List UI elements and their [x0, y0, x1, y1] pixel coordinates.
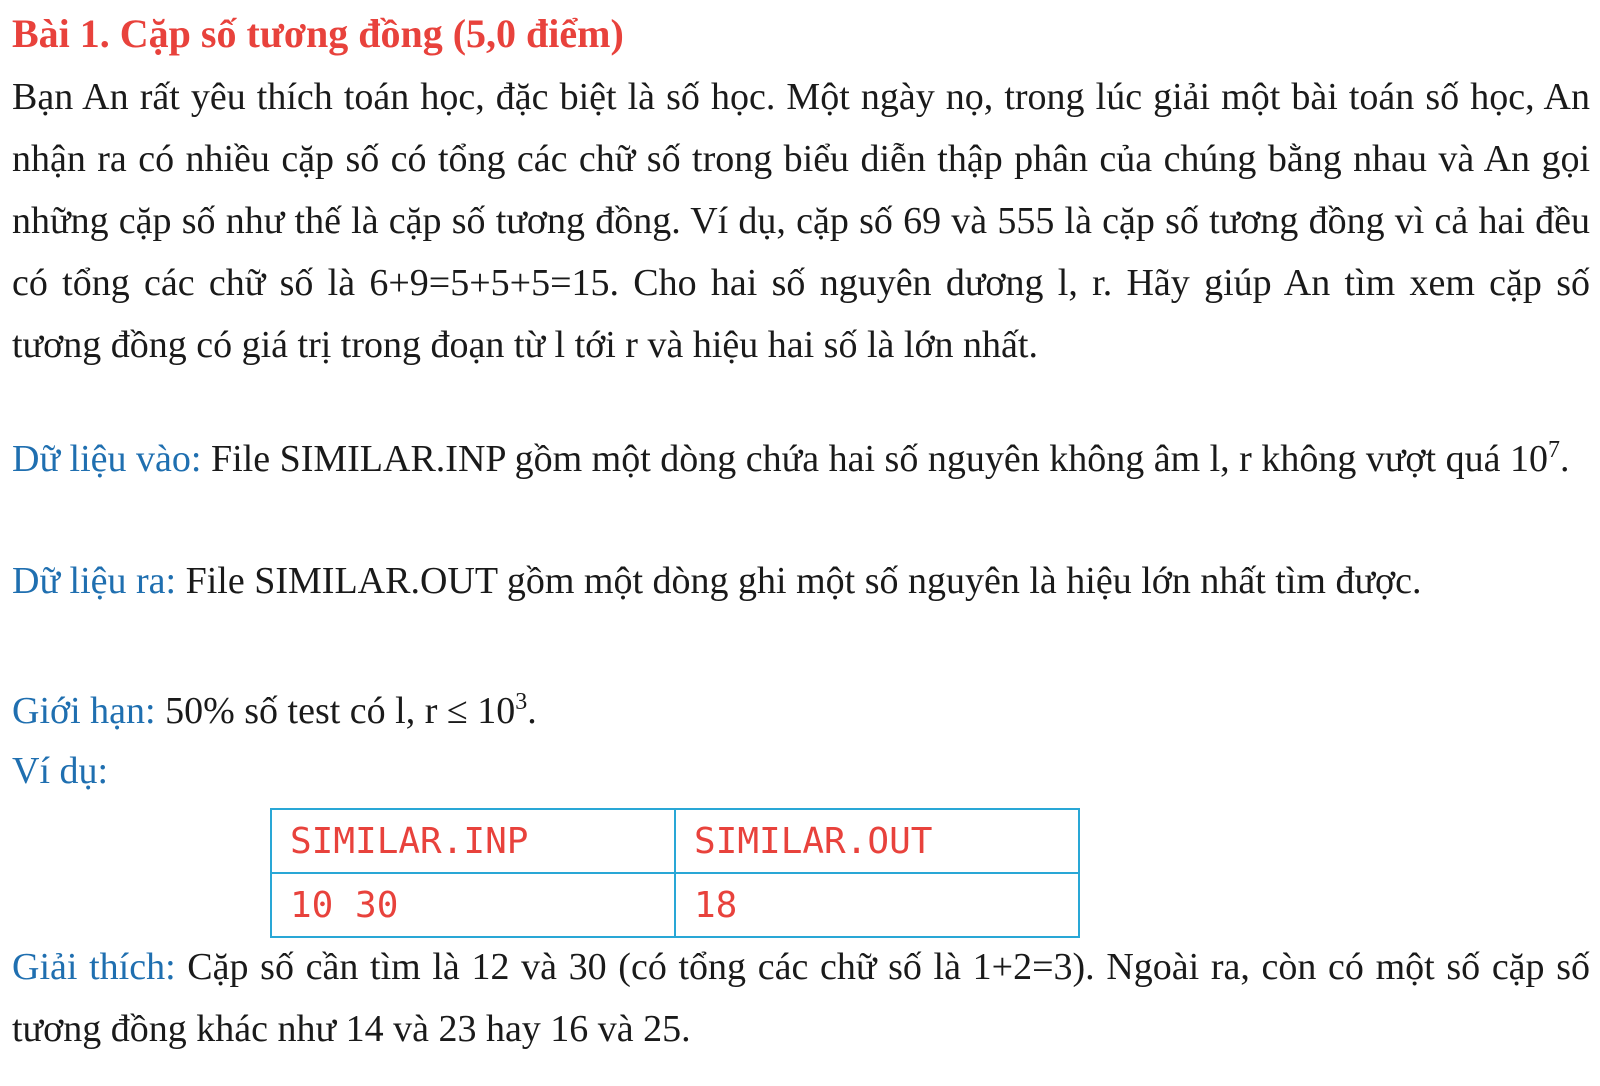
- limits-label: Giới hạn:: [12, 690, 156, 732]
- limits-exponent: 3: [515, 689, 528, 715]
- limits-text: 50% số test có l, r ≤ 10: [155, 690, 516, 732]
- input-text: File SIMILAR.INP gồm một dòng chứa hai số nguyên không âm l, r không vượt quá 10: [201, 438, 1548, 480]
- output-label: Dữ liệu ra:: [12, 560, 177, 602]
- example-table: [270, 808, 1080, 938]
- input-section: [12, 428, 1590, 490]
- table-header-output: SIMILAR.OUT: [675, 809, 1079, 873]
- example-label: Ví dụ:: [12, 750, 109, 792]
- table-header-input: SIMILAR.INP: [271, 809, 675, 873]
- input-label: Dữ liệu vào:: [12, 438, 202, 480]
- limits-section: [12, 680, 1590, 742]
- explanation-text: Cặp số cần tìm là 12 và 30 (có tổng các chữ số là 1+2=3). Ngoài ra, còn có một số cặp số tương đồng khác như 14 và 23 hay 16 và 25.: [12, 946, 1591, 1050]
- problem-statement: Bạn An rất yêu thích toán học, đặc biệt là số học. Một ngày nọ, trong lúc giải một bài toán số học, An nhận ra có nhiều cặp số có tổng các chữ số trong biểu diễn thập phân của chúng bằng nhau và An gọi những cặp số như thế là cặp số tương đồng. Ví dụ, cặp số 69 và 555 là cặp số tương đồng vì cả hai đều có tổng các chữ số là 6+9=5+5+5=15. Cho hai số nguyên dương l, r. Hãy giúp An tìm xem cặp số tương đồng có giá trị trong đoạn từ l tới r và hiệu hai số là lớn nhất.: [12, 76, 1590, 366]
- explanation-section: [12, 936, 1590, 1060]
- output-text: File SIMILAR.OUT gồm một dòng ghi một số nguyên là hiệu lớn nhất tìm được.: [176, 560, 1422, 602]
- table-row: [271, 873, 1079, 937]
- explanation-label: Giải thích:: [12, 946, 176, 988]
- example-section: [12, 740, 1590, 802]
- problem-title: Bài 1. Cặp số tương đồng (5,0 điểm): [12, 11, 624, 56]
- output-section: [12, 550, 1590, 612]
- limits-suffix: .: [527, 690, 537, 732]
- input-suffix: .: [1559, 438, 1570, 480]
- input-exponent: 7: [1547, 437, 1560, 463]
- table-cell-input: 10 30: [271, 873, 675, 937]
- table-cell-output: 18: [675, 873, 1079, 937]
- table-header-row: [271, 809, 1079, 873]
